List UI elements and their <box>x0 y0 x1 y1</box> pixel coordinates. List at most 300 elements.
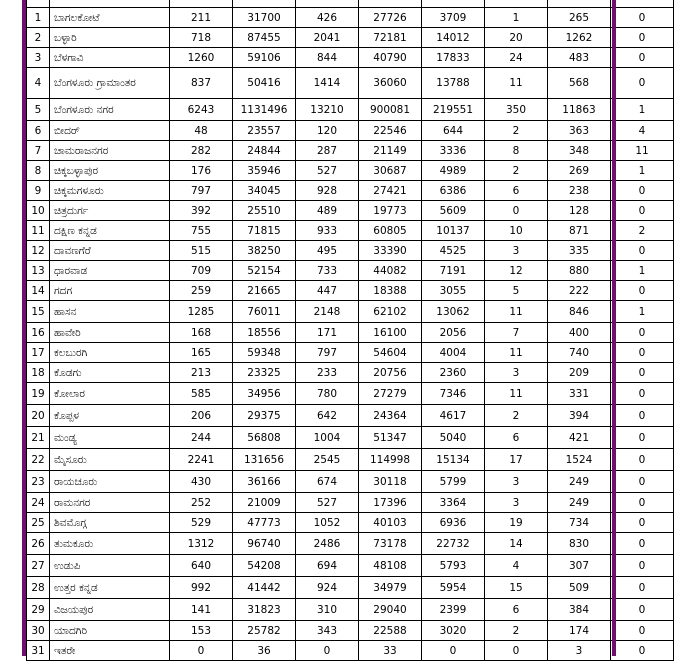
value-cell-7: 209 <box>548 363 611 383</box>
value-cell-8: 0 <box>611 513 674 533</box>
table-row <box>27 161 674 181</box>
value-cell-2: 34956 <box>233 383 296 405</box>
value-cell-1: 48 <box>170 121 233 141</box>
row-number-cell: 17 <box>27 343 50 363</box>
value-cell-2: 21009 <box>233 493 296 513</box>
value-cell-6: 6 <box>485 427 548 449</box>
table-row <box>27 323 674 343</box>
value-cell-2: 36 <box>233 641 296 661</box>
value-cell-2: 50416 <box>233 68 296 99</box>
district-name-cell: ಗದಗ <box>50 281 170 301</box>
value-cell-2: 59348 <box>233 343 296 363</box>
district-name-cell: ಕೊಡಗು <box>50 363 170 383</box>
value-cell-8: 2 <box>611 221 674 241</box>
value-cell-5: 3336 <box>422 141 485 161</box>
value-cell-5: 3709 <box>422 8 485 28</box>
value-cell-4: 900081 <box>359 99 422 121</box>
value-cell-8: 0 <box>611 427 674 449</box>
value-cell-7: 331 <box>548 383 611 405</box>
district-name-cell: ತುಮಕೂರು <box>50 533 170 555</box>
district-name-cell: ಹಾಸನ <box>50 301 170 323</box>
value-cell-3: 933 <box>296 221 359 241</box>
value-cell-2: 41442 <box>233 577 296 599</box>
value-cell-7: 394 <box>548 405 611 427</box>
table-row <box>27 201 674 221</box>
value-cell-7: 1524 <box>548 449 611 471</box>
value-cell-6: 11 <box>485 343 548 363</box>
table-row <box>27 383 674 405</box>
row-number-cell: 16 <box>27 323 50 343</box>
district-name-cell: ದಾವಣಗೆರೆ <box>50 241 170 261</box>
value-cell-6: 15 <box>485 577 548 599</box>
value-cell-7: 348 <box>548 141 611 161</box>
value-cell-8: 0 <box>611 343 674 363</box>
value-cell-3: 310 <box>296 599 359 621</box>
value-cell-4: 44082 <box>359 261 422 281</box>
value-cell-1: 0 <box>170 641 233 661</box>
value-cell-2: 54208 <box>233 555 296 577</box>
district-name-cell: ಹಾವೇರಿ <box>50 323 170 343</box>
value-cell-4: 30687 <box>359 161 422 181</box>
value-cell-8: 0 <box>611 363 674 383</box>
value-cell-8: 1 <box>611 161 674 181</box>
row-number-cell: 5 <box>27 99 50 121</box>
value-cell-4: 30118 <box>359 471 422 493</box>
value-cell-3: 233 <box>296 363 359 383</box>
value-cell-4: 22546 <box>359 121 422 141</box>
value-cell-6: 350 <box>485 99 548 121</box>
value-cell-5: 3020 <box>422 621 485 641</box>
value-cell-3: 171 <box>296 323 359 343</box>
row-number-cell: 18 <box>27 363 50 383</box>
table-row <box>27 121 674 141</box>
value-cell-5: 4525 <box>422 241 485 261</box>
value-cell-4: 27421 <box>359 181 422 201</box>
value-cell-2: 21665 <box>233 281 296 301</box>
table-row <box>27 533 674 555</box>
row-number-cell: 22 <box>27 449 50 471</box>
row-number-cell: 20 <box>27 405 50 427</box>
value-cell-4: 40103 <box>359 513 422 533</box>
value-cell-8: 0 <box>611 383 674 405</box>
value-cell-7: 249 <box>548 493 611 513</box>
district-name-cell: ಶಿವಮೊಗ್ಗ <box>50 513 170 533</box>
value-cell-6: 0 <box>485 641 548 661</box>
table-row <box>27 48 674 68</box>
value-cell-1: 585 <box>170 383 233 405</box>
value-cell-4: 54604 <box>359 343 422 363</box>
value-cell-1: 755 <box>170 221 233 241</box>
row-number-cell: 31 <box>27 641 50 661</box>
value-cell-6: 7 <box>485 323 548 343</box>
value-cell-7: 363 <box>548 121 611 141</box>
value-cell-3: 928 <box>296 181 359 201</box>
value-cell-1: 1285 <box>170 301 233 323</box>
value-cell-1: 176 <box>170 161 233 181</box>
value-cell-8: 0 <box>611 201 674 221</box>
value-cell-5: 14012 <box>422 28 485 48</box>
row-number-cell: 3 <box>27 48 50 68</box>
value-cell-1: 392 <box>170 201 233 221</box>
value-cell-7: 128 <box>548 201 611 221</box>
value-cell-8: 0 <box>611 493 674 513</box>
value-cell-6: 4 <box>485 555 548 577</box>
row-number-cell: 23 <box>27 471 50 493</box>
value-cell-2: 34045 <box>233 181 296 201</box>
value-cell-6: 12 <box>485 261 548 281</box>
value-cell-5: 22732 <box>422 533 485 555</box>
value-cell-7: 421 <box>548 427 611 449</box>
row-number-cell: 30 <box>27 621 50 641</box>
value-cell-4: 33 <box>359 641 422 661</box>
district-name-cell: ಯಾದಗಿರಿ <box>50 621 170 641</box>
value-cell-5: 3364 <box>422 493 485 513</box>
value-cell-3: 733 <box>296 261 359 281</box>
table-row <box>27 513 674 533</box>
value-cell-7: 3 <box>548 641 611 661</box>
value-cell-2: 131656 <box>233 449 296 471</box>
row-number-cell: 25 <box>27 513 50 533</box>
value-cell-5: 17833 <box>422 48 485 68</box>
row-number-cell: 9 <box>27 181 50 201</box>
value-cell-7: 1262 <box>548 28 611 48</box>
value-cell-3: 0 <box>296 641 359 661</box>
row-number-cell: 2 <box>27 28 50 48</box>
header-cell <box>233 0 296 8</box>
district-name-cell: ಬಳ್ಳಾರಿ <box>50 28 170 48</box>
value-cell-4: 27726 <box>359 8 422 28</box>
value-cell-5: 4004 <box>422 343 485 363</box>
value-cell-2: 23557 <box>233 121 296 141</box>
value-cell-3: 527 <box>296 161 359 181</box>
row-number-cell: 7 <box>27 141 50 161</box>
value-cell-1: 165 <box>170 343 233 363</box>
district-name-cell: ಬೆಳಗಾವಿ <box>50 48 170 68</box>
value-cell-1: 213 <box>170 363 233 383</box>
value-cell-6: 3 <box>485 493 548 513</box>
value-cell-3: 674 <box>296 471 359 493</box>
row-number-cell: 10 <box>27 201 50 221</box>
district-name-cell: ಉಡುಪಿ <box>50 555 170 577</box>
value-cell-1: 259 <box>170 281 233 301</box>
value-cell-1: 252 <box>170 493 233 513</box>
row-number-cell: 19 <box>27 383 50 405</box>
row-number-cell: 4 <box>27 68 50 99</box>
value-cell-6: 14 <box>485 533 548 555</box>
value-cell-7: 269 <box>548 161 611 181</box>
value-cell-1: 2241 <box>170 449 233 471</box>
value-cell-5: 2056 <box>422 323 485 343</box>
value-cell-7: 384 <box>548 599 611 621</box>
value-cell-7: 740 <box>548 343 611 363</box>
value-cell-1: 244 <box>170 427 233 449</box>
value-cell-6: 6 <box>485 181 548 201</box>
value-cell-2: 24844 <box>233 141 296 161</box>
table-row <box>27 405 674 427</box>
district-name-cell: ಕೊಪ್ಪಳ <box>50 405 170 427</box>
value-cell-2: 29375 <box>233 405 296 427</box>
value-cell-3: 844 <box>296 48 359 68</box>
table-row <box>27 28 674 48</box>
value-cell-8: 0 <box>611 577 674 599</box>
header-cell <box>611 0 674 8</box>
value-cell-3: 495 <box>296 241 359 261</box>
value-cell-1: 837 <box>170 68 233 99</box>
value-cell-5: 6386 <box>422 181 485 201</box>
value-cell-3: 489 <box>296 201 359 221</box>
value-cell-2: 52154 <box>233 261 296 281</box>
value-cell-1: 1312 <box>170 533 233 555</box>
table-row <box>27 99 674 121</box>
value-cell-1: 515 <box>170 241 233 261</box>
value-cell-4: 72181 <box>359 28 422 48</box>
value-cell-6: 3 <box>485 241 548 261</box>
value-cell-8: 0 <box>611 181 674 201</box>
value-cell-2: 25782 <box>233 621 296 641</box>
value-cell-1: 529 <box>170 513 233 533</box>
table-row <box>27 181 674 201</box>
value-cell-1: 282 <box>170 141 233 161</box>
district-name-cell: ಚಿತ್ರದುರ್ಗ <box>50 201 170 221</box>
value-cell-1: 1260 <box>170 48 233 68</box>
value-cell-2: 36166 <box>233 471 296 493</box>
table-row <box>27 493 674 513</box>
table-row <box>27 621 674 641</box>
value-cell-7: 568 <box>548 68 611 99</box>
value-cell-5: 5799 <box>422 471 485 493</box>
row-number-cell: 14 <box>27 281 50 301</box>
value-cell-7: 265 <box>548 8 611 28</box>
value-cell-6: 17 <box>485 449 548 471</box>
table-row <box>27 577 674 599</box>
district-name-cell: ವಿಜಯಪುರ <box>50 599 170 621</box>
value-cell-1: 430 <box>170 471 233 493</box>
value-cell-4: 21149 <box>359 141 422 161</box>
district-name-cell: ಚಿಕ್ಕಬಳ್ಳಾಪುರ <box>50 161 170 181</box>
value-cell-7: 734 <box>548 513 611 533</box>
value-cell-8: 0 <box>611 48 674 68</box>
value-cell-1: 709 <box>170 261 233 281</box>
value-cell-8: 0 <box>611 641 674 661</box>
value-cell-7: 238 <box>548 181 611 201</box>
value-cell-4: 20756 <box>359 363 422 383</box>
value-cell-2: 1131496 <box>233 99 296 121</box>
value-cell-2: 38250 <box>233 241 296 261</box>
header-cell <box>296 0 359 8</box>
row-number-cell: 8 <box>27 161 50 181</box>
value-cell-7: 307 <box>548 555 611 577</box>
value-cell-2: 25510 <box>233 201 296 221</box>
value-cell-6: 1 <box>485 8 548 28</box>
value-cell-8: 0 <box>611 471 674 493</box>
table-row <box>27 261 674 281</box>
row-number-cell: 26 <box>27 533 50 555</box>
header-cell <box>170 0 233 8</box>
district-name-cell: ದಕ್ಷಿಣ ಕನ್ನಡ <box>50 221 170 241</box>
header-cell <box>359 0 422 8</box>
row-number-cell: 12 <box>27 241 50 261</box>
value-cell-2: 31823 <box>233 599 296 621</box>
value-cell-1: 992 <box>170 577 233 599</box>
table-row <box>27 301 674 323</box>
value-cell-4: 27279 <box>359 383 422 405</box>
value-cell-2: 35946 <box>233 161 296 181</box>
value-cell-3: 924 <box>296 577 359 599</box>
value-cell-4: 29040 <box>359 599 422 621</box>
table-row <box>27 343 674 363</box>
value-cell-5: 4989 <box>422 161 485 181</box>
table-row <box>27 8 674 28</box>
value-cell-5: 15134 <box>422 449 485 471</box>
value-cell-1: 206 <box>170 405 233 427</box>
value-cell-1: 718 <box>170 28 233 48</box>
value-cell-8: 0 <box>611 599 674 621</box>
value-cell-3: 1004 <box>296 427 359 449</box>
value-cell-2: 96740 <box>233 533 296 555</box>
value-cell-6: 19 <box>485 513 548 533</box>
table-row <box>27 141 674 161</box>
value-cell-2: 71815 <box>233 221 296 241</box>
value-cell-2: 47773 <box>233 513 296 533</box>
value-cell-1: 153 <box>170 621 233 641</box>
value-cell-3: 2041 <box>296 28 359 48</box>
value-cell-6: 20 <box>485 28 548 48</box>
value-cell-6: 6 <box>485 599 548 621</box>
row-number-cell: 15 <box>27 301 50 323</box>
value-cell-6: 3 <box>485 363 548 383</box>
header-cell <box>485 0 548 8</box>
table-row <box>27 363 674 383</box>
value-cell-1: 168 <box>170 323 233 343</box>
value-cell-1: 797 <box>170 181 233 201</box>
value-cell-5: 4617 <box>422 405 485 427</box>
value-cell-5: 644 <box>422 121 485 141</box>
value-cell-8: 1 <box>611 261 674 281</box>
value-cell-6: 3 <box>485 471 548 493</box>
value-cell-4: 34979 <box>359 577 422 599</box>
value-cell-4: 24364 <box>359 405 422 427</box>
row-number-cell: 24 <box>27 493 50 513</box>
value-cell-3: 527 <box>296 493 359 513</box>
district-name-cell: ಉತ್ತರ ಕನ್ನಡ <box>50 577 170 599</box>
header-cell <box>422 0 485 8</box>
value-cell-3: 2148 <box>296 301 359 323</box>
row-number-cell: 29 <box>27 599 50 621</box>
value-cell-6: 11 <box>485 301 548 323</box>
value-cell-8: 0 <box>611 555 674 577</box>
value-cell-6: 2 <box>485 621 548 641</box>
value-cell-8: 0 <box>611 621 674 641</box>
table-row <box>27 449 674 471</box>
district-name-cell: ಬೀದರ್ <box>50 121 170 141</box>
value-cell-5: 0 <box>422 641 485 661</box>
district-name-cell: ರಾಯಚೂರು <box>50 471 170 493</box>
value-cell-7: 509 <box>548 577 611 599</box>
value-cell-5: 5040 <box>422 427 485 449</box>
table-row <box>27 241 674 261</box>
value-cell-5: 3055 <box>422 281 485 301</box>
value-cell-6: 11 <box>485 68 548 99</box>
district-name-cell: ಧಾರವಾಡ <box>50 261 170 281</box>
table-row <box>27 599 674 621</box>
value-cell-5: 5793 <box>422 555 485 577</box>
value-cell-4: 19773 <box>359 201 422 221</box>
value-cell-3: 120 <box>296 121 359 141</box>
value-cell-7: 400 <box>548 323 611 343</box>
value-cell-7: 174 <box>548 621 611 641</box>
value-cell-5: 5954 <box>422 577 485 599</box>
value-cell-1: 640 <box>170 555 233 577</box>
value-cell-5: 13788 <box>422 68 485 99</box>
value-cell-5: 2399 <box>422 599 485 621</box>
value-cell-8: 0 <box>611 28 674 48</box>
value-cell-8: 0 <box>611 8 674 28</box>
value-cell-5: 7346 <box>422 383 485 405</box>
value-cell-7: 846 <box>548 301 611 323</box>
value-cell-5: 5609 <box>422 201 485 221</box>
header-cell <box>50 0 170 8</box>
value-cell-1: 141 <box>170 599 233 621</box>
value-cell-8: 0 <box>611 68 674 99</box>
value-cell-4: 17396 <box>359 493 422 513</box>
value-cell-7: 483 <box>548 48 611 68</box>
value-cell-3: 287 <box>296 141 359 161</box>
value-cell-1: 6243 <box>170 99 233 121</box>
value-cell-3: 694 <box>296 555 359 577</box>
value-cell-4: 18388 <box>359 281 422 301</box>
header-cell <box>27 0 50 8</box>
district-name-cell: ರಾಮನಗರ <box>50 493 170 513</box>
district-name-cell: ಬೆಂಗಳೂರು ಗ್ರಾಮಾಂತರ <box>50 68 170 99</box>
value-cell-3: 642 <box>296 405 359 427</box>
value-cell-6: 10 <box>485 221 548 241</box>
value-cell-2: 31700 <box>233 8 296 28</box>
value-cell-4: 40790 <box>359 48 422 68</box>
value-cell-3: 426 <box>296 8 359 28</box>
value-cell-7: 249 <box>548 471 611 493</box>
value-cell-4: 16100 <box>359 323 422 343</box>
value-cell-8: 0 <box>611 533 674 555</box>
value-cell-3: 447 <box>296 281 359 301</box>
value-cell-2: 87455 <box>233 28 296 48</box>
table-row <box>27 68 674 99</box>
value-cell-8: 11 <box>611 141 674 161</box>
value-cell-2: 18556 <box>233 323 296 343</box>
value-cell-8: 0 <box>611 405 674 427</box>
row-number-cell: 6 <box>27 121 50 141</box>
value-cell-8: 4 <box>611 121 674 141</box>
value-cell-3: 780 <box>296 383 359 405</box>
value-cell-7: 880 <box>548 261 611 281</box>
row-number-cell: 28 <box>27 577 50 599</box>
value-cell-5: 7191 <box>422 261 485 281</box>
value-cell-6: 5 <box>485 281 548 301</box>
value-cell-6: 2 <box>485 161 548 181</box>
value-cell-3: 1052 <box>296 513 359 533</box>
value-cell-8: 0 <box>611 281 674 301</box>
district-name-cell: ಇತರೇ <box>50 641 170 661</box>
value-cell-6: 0 <box>485 201 548 221</box>
value-cell-6: 2 <box>485 405 548 427</box>
value-cell-7: 335 <box>548 241 611 261</box>
row-number-cell: 11 <box>27 221 50 241</box>
row-number-cell: 21 <box>27 427 50 449</box>
value-cell-4: 62102 <box>359 301 422 323</box>
row-number-cell: 13 <box>27 261 50 281</box>
value-cell-3: 797 <box>296 343 359 363</box>
value-cell-5: 6936 <box>422 513 485 533</box>
value-cell-4: 73178 <box>359 533 422 555</box>
